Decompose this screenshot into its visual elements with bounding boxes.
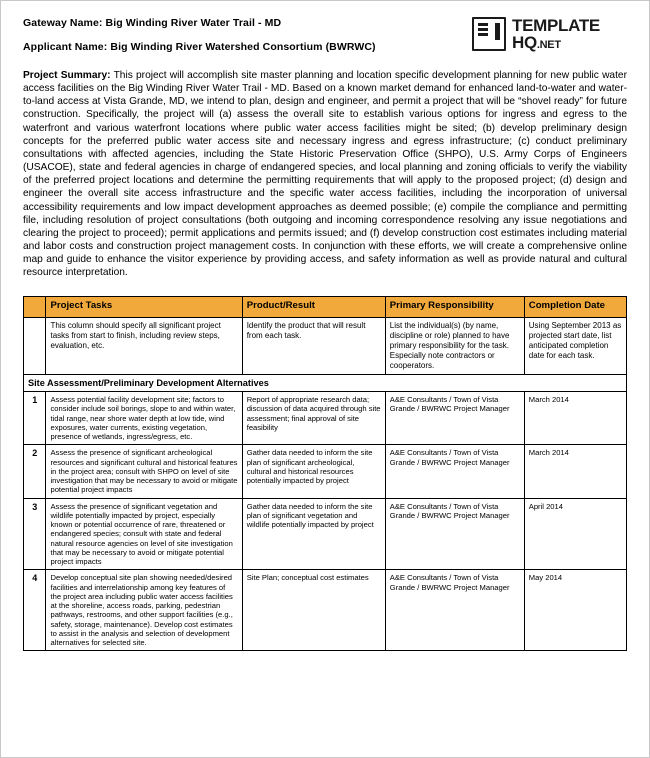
instructions-task-cell: This column should specify all significant project tasks from start to finish, including review steps, evaluation, etc. [46,318,242,375]
applicant-name-label: Applicant Name: [23,41,108,53]
table-row [24,445,627,498]
instructions-date-cell: Using September 2013 as projected start date, list anticipated completion date for each task. [524,318,626,375]
logo-net-text: .NET [536,39,561,51]
logo-wordmark [512,17,600,51]
applicant-name-line [23,41,472,53]
instructions-number-cell [24,318,46,375]
column-header-product-result: Product/Result [242,296,385,318]
logo-line-2 [512,34,600,51]
logo-hq-text: HQ [512,33,537,52]
project-summary [23,69,627,280]
column-header-completion-date: Completion Date [524,296,626,318]
table-section-row [24,375,627,392]
row-task: Assess potential facility development site; factors to consider include soil borings, slope to and within water, tidal range, near shore water depth at low tide, wind exposures, water currents, existing vegetation, presence of wetlands, ingress/egress, etc. [46,392,242,445]
row-date: March 2014 [524,392,626,445]
project-summary-text: This project will accomplish site master planning and location specific development planning for new public water access facilities on the Big Winding River Water Trail - MD. Based on a known market demand for enhanced land-to-water and water-to-land access at Vista Grande, MD, we intend to plan, design and engineer, and permit a project that will be “shovel ready” for future construction. Specifically, the project will (a) assess the overall site to establish various options for ingress and egress to the waterfront and various waterfront locations where public water access facilities might be sited; (b) develop preliminary design concepts for the preferred public water access site and necessary ingress and egress infrastructure; (c) conduct preliminary consultations with affected agencies, including the State Historic Preservation Office (SHPO), U.S. Army Corps of Engineers (USACOE), state and federal agencies in charge of endangered species, and local planning and zoning officials to verify the viability of the preferred project locations and determine the permitting requirements that will apply to the proposed project; (d) design and engineer the overall site access infrastructure and the specific water access facilities, including the incorporation of universal accessibility requirements and low impact development approaches as deemed possible; (e) compile the compliance and permitting file, including resolution of project consultations (both outgoing and incoming correspondence resolving any issue negotiations and clearing the project to proceed); permit applications and permits issued; and (f) develop construction cost estimates including material and labor costs and construction project management costs. In conjunction with these efforts, we will create a comprehensive online map and guide to enhance the visitor experience by providing access, and safety information as well as provide natural and cultural resource interpretation. [23,70,627,279]
table-header-row [24,296,627,318]
section-title-cell: Site Assessment/Preliminary Development Alternatives [24,375,627,392]
column-header-primary-responsibility: Primary Responsibility [385,296,524,318]
row-responsibility: A&E Consultants / Town of Vista Grande / BWRWC Project Manager [385,570,524,651]
table-row [24,570,627,651]
row-task: Assess the presence of significant archeological resources and significant cultural and historical features in the project area; consult with SHPO on level of site investigation that may be necessary to avoid or mitigate potential project impacts [46,445,242,498]
column-header-number [24,296,46,318]
row-task: Develop conceptual site plan showing needed/desired facilities and interrelationship among key features of the project area including public water access facilities at the shoreline, access roads, parking, pedestrian pathways, restrooms, and other support facilities (e.g., safety, storage, maintenance). Develop cost estimates to assist in the analysis and selection of development alternatives for selected site. [46,570,242,651]
row-task: Assess the presence of significant vegetation and wildlife potentially impacted by project, especially known or potential occurrence of rare, threatened or endangered species; consult with state and federal natural resource agencies on level of site investigation that may be necessary to avoid or mitigate potential project impacts [46,498,242,570]
row-product: Report of appropriate research data; discussion of data acquired through site assessment; final approval of site feasibility [242,392,385,445]
row-date: March 2014 [524,445,626,498]
gateway-name-label: Gateway Name: [23,17,103,29]
project-tasks-table [23,296,627,652]
row-product: Gather data needed to inform the site plan of significant vegetation and wildlife potentially impacted by project [242,498,385,570]
row-product: Site Plan; conceptual cost estimates [242,570,385,651]
column-header-project-tasks: Project Tasks [46,296,242,318]
gateway-name-value: Big Winding River Water Trail - MD [105,17,282,29]
row-date: April 2014 [524,498,626,570]
table-instructions-row [24,318,627,375]
project-summary-label: Project Summary: [23,70,111,81]
table-row [24,498,627,570]
row-responsibility: A&E Consultants / Town of Vista Grande / BWRWC Project Manager [385,392,524,445]
document-header [23,15,627,65]
header-text-block [23,15,472,65]
templatehq-logo [472,15,627,51]
document-icon [472,17,506,51]
applicant-name-value: Big Winding River Watershed Consortium (BWRWC) [110,41,376,53]
instructions-product-cell: Identify the product that will result from each task. [242,318,385,375]
logo-line-1: TEMPLATE [512,16,600,35]
row-product: Gather data needed to inform the site plan of significant archeological, cultural and historical resources potentially impacted by project [242,445,385,498]
instructions-responsibility-cell: List the individual(s) (by name, discipline or role) planned to have primary responsibility for the task. Especially note contractors or cooperators. [385,318,524,375]
row-number: 3 [24,498,46,570]
row-number: 2 [24,445,46,498]
gateway-name-line [23,17,472,29]
table-row [24,392,627,445]
row-number: 1 [24,392,46,445]
row-responsibility: A&E Consultants / Town of Vista Grande / BWRWC Project Manager [385,498,524,570]
row-date: May 2014 [524,570,626,651]
row-number: 4 [24,570,46,651]
row-responsibility: A&E Consultants / Town of Vista Grande / BWRWC Project Manager [385,445,524,498]
